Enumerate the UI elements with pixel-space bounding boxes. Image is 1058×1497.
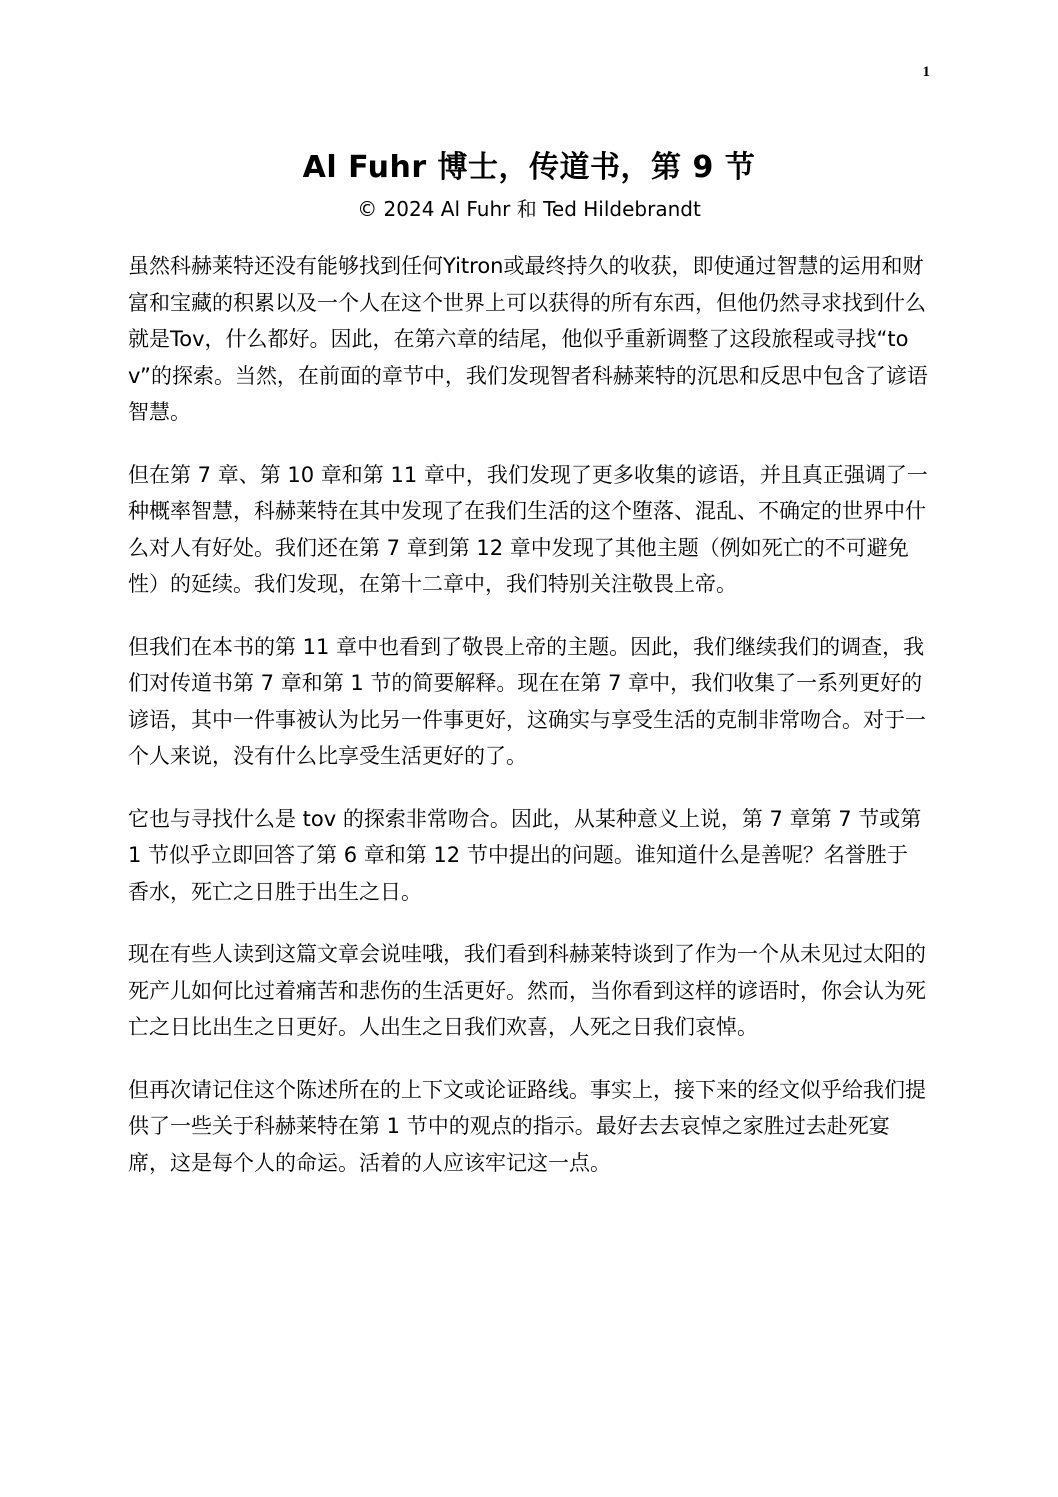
page-number: 1 — [922, 64, 930, 80]
paragraph: 现在有些人读到这篇文章会说哇哦，我们看到科赫莱特谈到了作为一个从未见过太阳的死产儿如何比过着痛苦和悲伤的生活更好。然而，当你看到这样的谚语时，你会认为死亡之日比出生之日更好。人出生之日我们欢喜，人死之日我们哀悼。 — [128, 942, 926, 1039]
paragraph: 但我们在本书的第 11 章中也看到了敬畏上帝的主题。因此，我们继续我们的调查，我们对传道书第 7 章和第 1 节的简要解释。现在在第 7 章中，我们收集了一系列更好的谚语，其中一件事被认为比另一件事更好，这确实与享受生活的克制非常吻合。对于一个人来说，没有什么比享受生活更好的了。 — [128, 634, 926, 768]
page-title: Al Fuhr 博士，传道书，第 9 节 — [302, 150, 756, 185]
copyright-line: © 2024 Al Fuhr 和 Ted Hildebrandt — [357, 197, 701, 221]
paragraph: 但在第 7 章、第 10 章和第 11 章中，我们发现了更多收集的谚语，并且真正强调了一种概率智慧，科赫莱特在其中发现了在我们生活的这个堕落、混乱、不确定的世界中什么对人有好处。我们还在第 7 章到第 12 章中发现了其他主题（例如死亡的不可避免性）的延续。我们发现，在第十二章中，我们特别关注敬畏上帝。 — [128, 462, 928, 596]
paragraph: 它也与寻找什么是 tov 的探索非常吻合。因此，从某种意义上说，第 7 章第 7 节或第 1 节似乎立即回答了第 6 章和第 12 节中提出的问题。谁知道什么是善呢？名誉胜于香水，死亡之日胜于出生之日。 — [128, 806, 922, 904]
document-body — [128, 248, 928, 1207]
paragraph: 虽然科赫莱特还没有能够找到任何Yitron或最终持久的收获，即使通过智慧的运用和财富和宝藏的积累以及一个人在这个世界上可以获得的所有东西，但他仍然寻求找到什么就是Tov，什么都好。因此，在第六章的结尾，他似乎重新调整了这段旅程或寻找“tov”的探索。当然，在前面的章节中，我们发现智者科赫莱特的沉思和反思中包含了谚语智慧。 — [128, 254, 928, 424]
paragraph: 但再次请记住这个陈述所在的上下文或论证路线。事实上，接下来的经文似乎给我们提供了一些关于科赫莱特在第 1 节中的观点的指示。最好去去哀悼之家胜过去赴死宴席，这是每个人的命运。活着的人应该牢记这一点。 — [128, 1077, 926, 1175]
